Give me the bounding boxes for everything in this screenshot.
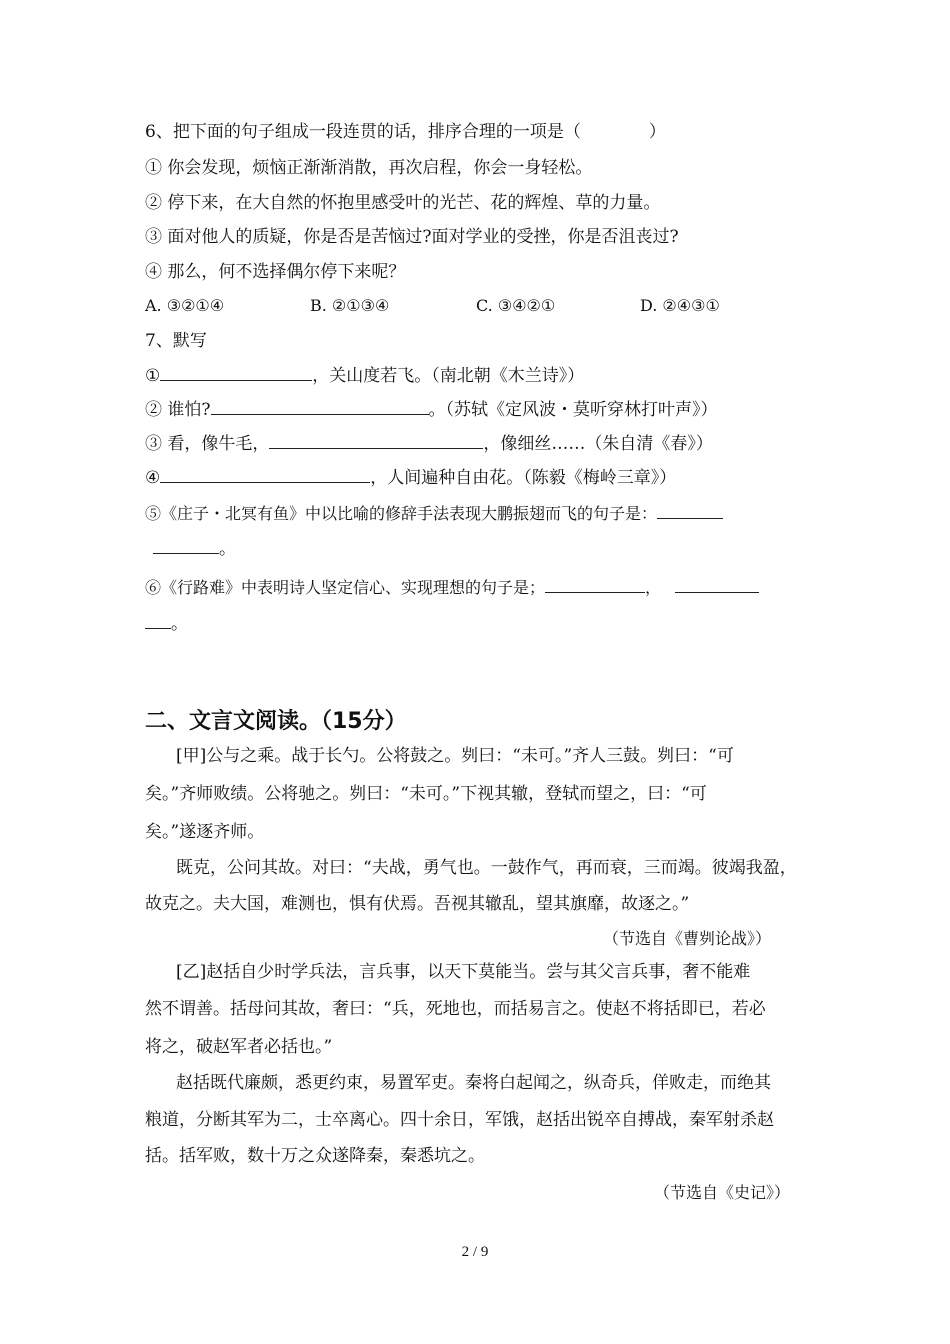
q7-blank-6b[interactable]	[675, 576, 759, 593]
q6-stem: 6、把下面的句子组成一段连贯的话，排序合理的一项是（ ）	[145, 122, 666, 142]
q6-option-c: C. ③④②①	[476, 296, 556, 315]
q6-sentence-1: ① 你会发现，烦恼正渐渐消散，再次启程，你会一身轻松。	[145, 158, 593, 178]
passage-yi-source: （节选自《史记》）	[654, 1183, 791, 1202]
q7-item-6-prefix: ⑥《行路难》中表明诗人坚定信心、实现理想的句子是；	[145, 578, 546, 597]
q6-sentence-4: ④ 那么，何不选择偶尔停下来呢？	[145, 262, 406, 282]
passage-yi-line-1: [乙]赵括自少时学兵法，言兵事，以天下莫能当。尝与其父言兵事，奢不能难	[176, 962, 751, 982]
q7-item-1-prefix: ①	[145, 366, 161, 386]
q7-item-6-suffix: 。	[171, 614, 188, 634]
q7-blank-6c[interactable]	[145, 612, 171, 629]
q7-blank-5b[interactable]	[153, 537, 219, 554]
q7-blank-3[interactable]	[269, 432, 483, 449]
passage-jia-source: （节选自《曹刿论战》）	[603, 929, 772, 948]
q6-sentence-2: ② 停下来，在大自然的怀抱里感受叶的光芒、花的辉煌、草的力量。	[145, 193, 661, 213]
passage-yi-line-3: 将之，破赵军者必括也。”	[145, 1037, 333, 1057]
q6-option-b: B. ②①③④	[310, 296, 390, 315]
passage-jia-line-3: 矣。”遂逐齐师。	[145, 822, 265, 842]
passage-yi-line-2: 然不谓善。括母问其故，奢曰：“兵，死地也，而括易言之。使赵不将括即已，若必	[145, 999, 766, 1019]
q7-item-6-cont	[145, 612, 188, 635]
passage-jia-line-5: 故克之。夫大国，难测也，惧有伏焉。吾视其辙乱，望其旗靡，故逐之。”	[145, 894, 690, 914]
q6-option-d: D. ②④③①	[640, 296, 720, 315]
q7-item-5	[145, 502, 723, 525]
q7-item-1-suffix: ，关山度若飞。（南北朝《木兰诗》）	[312, 366, 585, 386]
passage-yi-line-5: 粮道，分断其军为二，士卒离心。四十余日，军饿，赵括出锐卒自搏战，秦军射杀赵	[145, 1110, 774, 1130]
q7-blank-2[interactable]	[211, 398, 429, 415]
passage-jia-line-4: 既克，公问其故。对曰：“夫战，勇气也。一鼓作气，再而衰，三而竭。彼竭我盈，	[176, 858, 797, 878]
q7-item-2	[145, 398, 718, 421]
section-2-heading: 二、文言文阅读。（15分）	[145, 709, 407, 734]
q7-blank-1[interactable]	[160, 364, 312, 381]
q7-item-5-prefix: ⑤《庄子・北冥有鱼》中以比喻的修辞手法表现大鹏振翅而飞的句子是：	[145, 504, 658, 523]
q7-blank-5a[interactable]	[657, 502, 723, 519]
q7-item-6-comma: ，	[645, 578, 662, 597]
page-number: 2 / 9	[461, 1244, 489, 1260]
q7-item-4-suffix: ，人间遍种自由花。（陈毅《梅岭三章》）	[370, 468, 677, 488]
q7-item-5-suffix: 。	[219, 539, 236, 559]
q6-option-a: A. ③②①④	[145, 296, 225, 315]
q6-sentence-3: ③ 面对他人的质疑，你是否是苦恼过?面对学业的受挫，你是否沮丧过?	[145, 227, 679, 247]
q7-item-6	[145, 576, 759, 599]
passage-jia-line-2: 矣。”齐师败绩。公将驰之。刿曰：“未可。”下视其辙，登轼而望之，曰：“可	[145, 784, 707, 804]
q7-item-2-suffix: 。（苏轼《定风波・莫听穿林打叶声》）	[428, 400, 718, 420]
q7-item-3	[145, 432, 713, 455]
q7-item-3-prefix: ③ 看，像牛毛，	[145, 434, 270, 454]
q7-blank-6a[interactable]	[545, 576, 645, 593]
q7-item-2-prefix: ② 谁怕?	[145, 400, 211, 420]
q7-item-4-prefix: ④	[145, 468, 161, 488]
passage-yi-line-4: 赵括既代廉颇，悉更约束，易置军吏。秦将白起闻之，纵奇兵，佯败走，而绝其	[176, 1073, 771, 1093]
q7-blank-4[interactable]	[160, 466, 370, 483]
q7-item-5-cont	[153, 537, 236, 560]
passage-jia-line-1: [甲]公与之乘。战于长勺。公将鼓之。刿曰：“未可。”齐人三鼓。刿曰：“可	[176, 746, 734, 766]
q7-item-3-suffix: ，像细丝……（朱自清《春》）	[483, 434, 713, 454]
q7-item-4	[145, 466, 676, 489]
q7-item-1	[145, 364, 584, 387]
passage-yi-line-6: 括。括军败，数十万之众遂降秦，秦悉坑之。	[145, 1146, 485, 1166]
q7-stem: 7、默写	[145, 331, 207, 351]
